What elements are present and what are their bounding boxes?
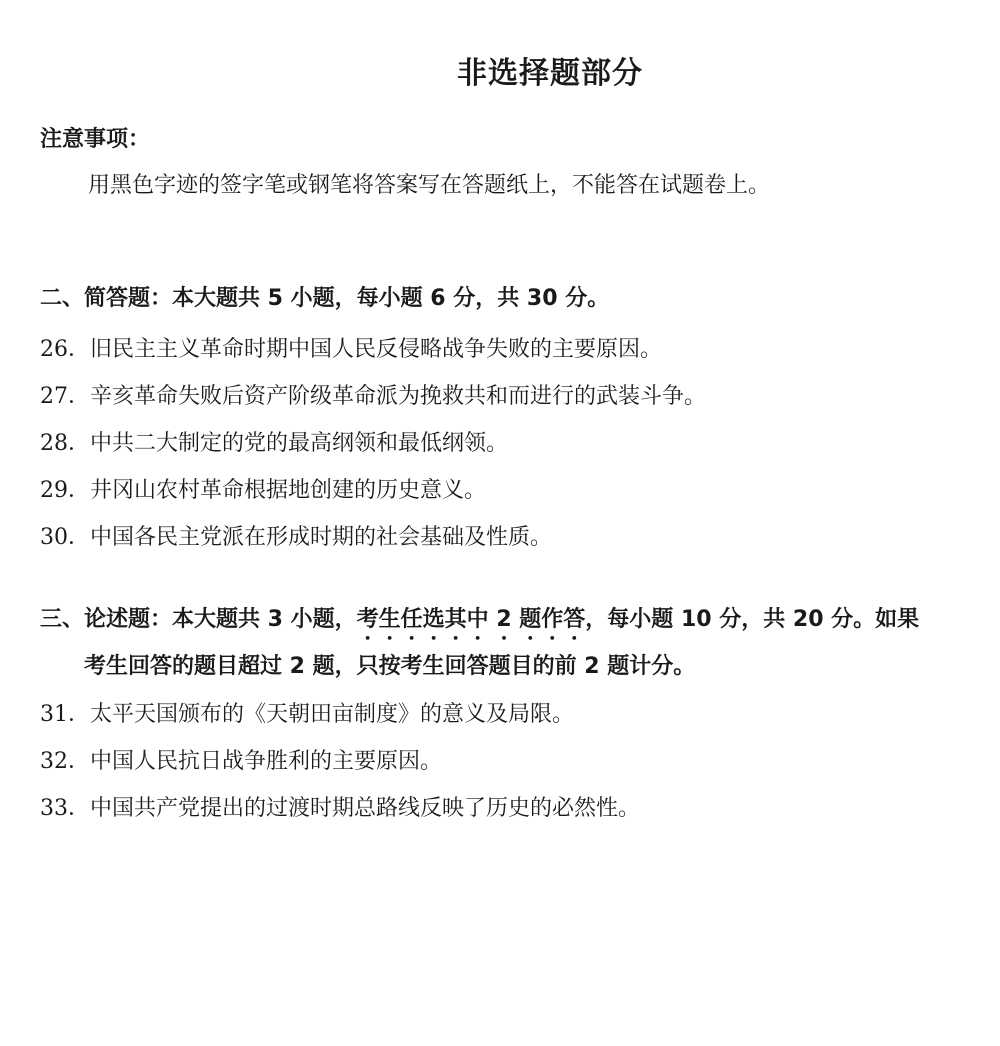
section-3-label: 三、论述题： [40,607,173,632]
section-3-desc-b: ，每小题 10 分，共 20 分。如果 [585,607,920,632]
question-number: 31． [40,702,90,727]
section-2-label: 二、简答题： [40,286,173,311]
question-number: 29． [40,478,90,503]
section-3-desc-emphasis: 考生任选其中 2 题作答 [356,607,586,632]
page-title: 非选择题部分 [457,56,643,91]
notice-heading: 注意事项： [40,127,151,152]
section-3-heading [40,598,970,689]
question-number: 26． [40,337,90,362]
question-31 [40,697,970,728]
question-26 [40,332,970,363]
question-number: 30． [40,525,90,550]
question-text: 太平天国颁布的《天朝田亩制度》的意义及局限。 [90,702,575,727]
question-28 [40,426,970,457]
question-text: 井冈山农村革命根据地创建的历史意义。 [90,478,487,503]
section-2-desc: 本大题共 5 小题，每小题 6 分，共 30 分。 [172,286,610,311]
section-3-desc-continued: 考生回答的题目超过 2 题，只按考生回答题目的前 2 题计分。 [84,654,696,679]
question-33 [40,791,970,822]
question-number: 27． [40,384,90,409]
question-29 [40,473,970,504]
question-32 [40,744,970,775]
question-text: 中国人民抗日战争胜利的主要原因。 [90,749,443,774]
section-2-heading [40,277,970,321]
question-text: 辛亥革命失败后资产阶级革命派为挽救共和而进行的武装斗争。 [90,384,707,409]
question-text: 旧民主主义革命时期中国人民反侵略战争失败的主要原因。 [90,337,663,362]
question-number: 32． [40,749,90,774]
section-3-desc-a: 本大题共 3 小题， [172,607,357,632]
notice-body: 用黑色字迹的签字笔或钢笔将答案写在答题纸上，不能答在试题卷上。 [88,173,771,198]
question-number: 28． [40,431,90,456]
question-30 [40,520,970,551]
question-text: 中国各民主党派在形成时期的社会基础及性质。 [90,525,553,550]
question-text: 中国共产党提出的过渡时期总路线反映了历史的必然性。 [90,796,641,821]
question-27 [40,379,970,410]
question-number: 33． [40,796,90,821]
question-text: 中共二大制定的党的最高纲领和最低纲领。 [90,431,509,456]
